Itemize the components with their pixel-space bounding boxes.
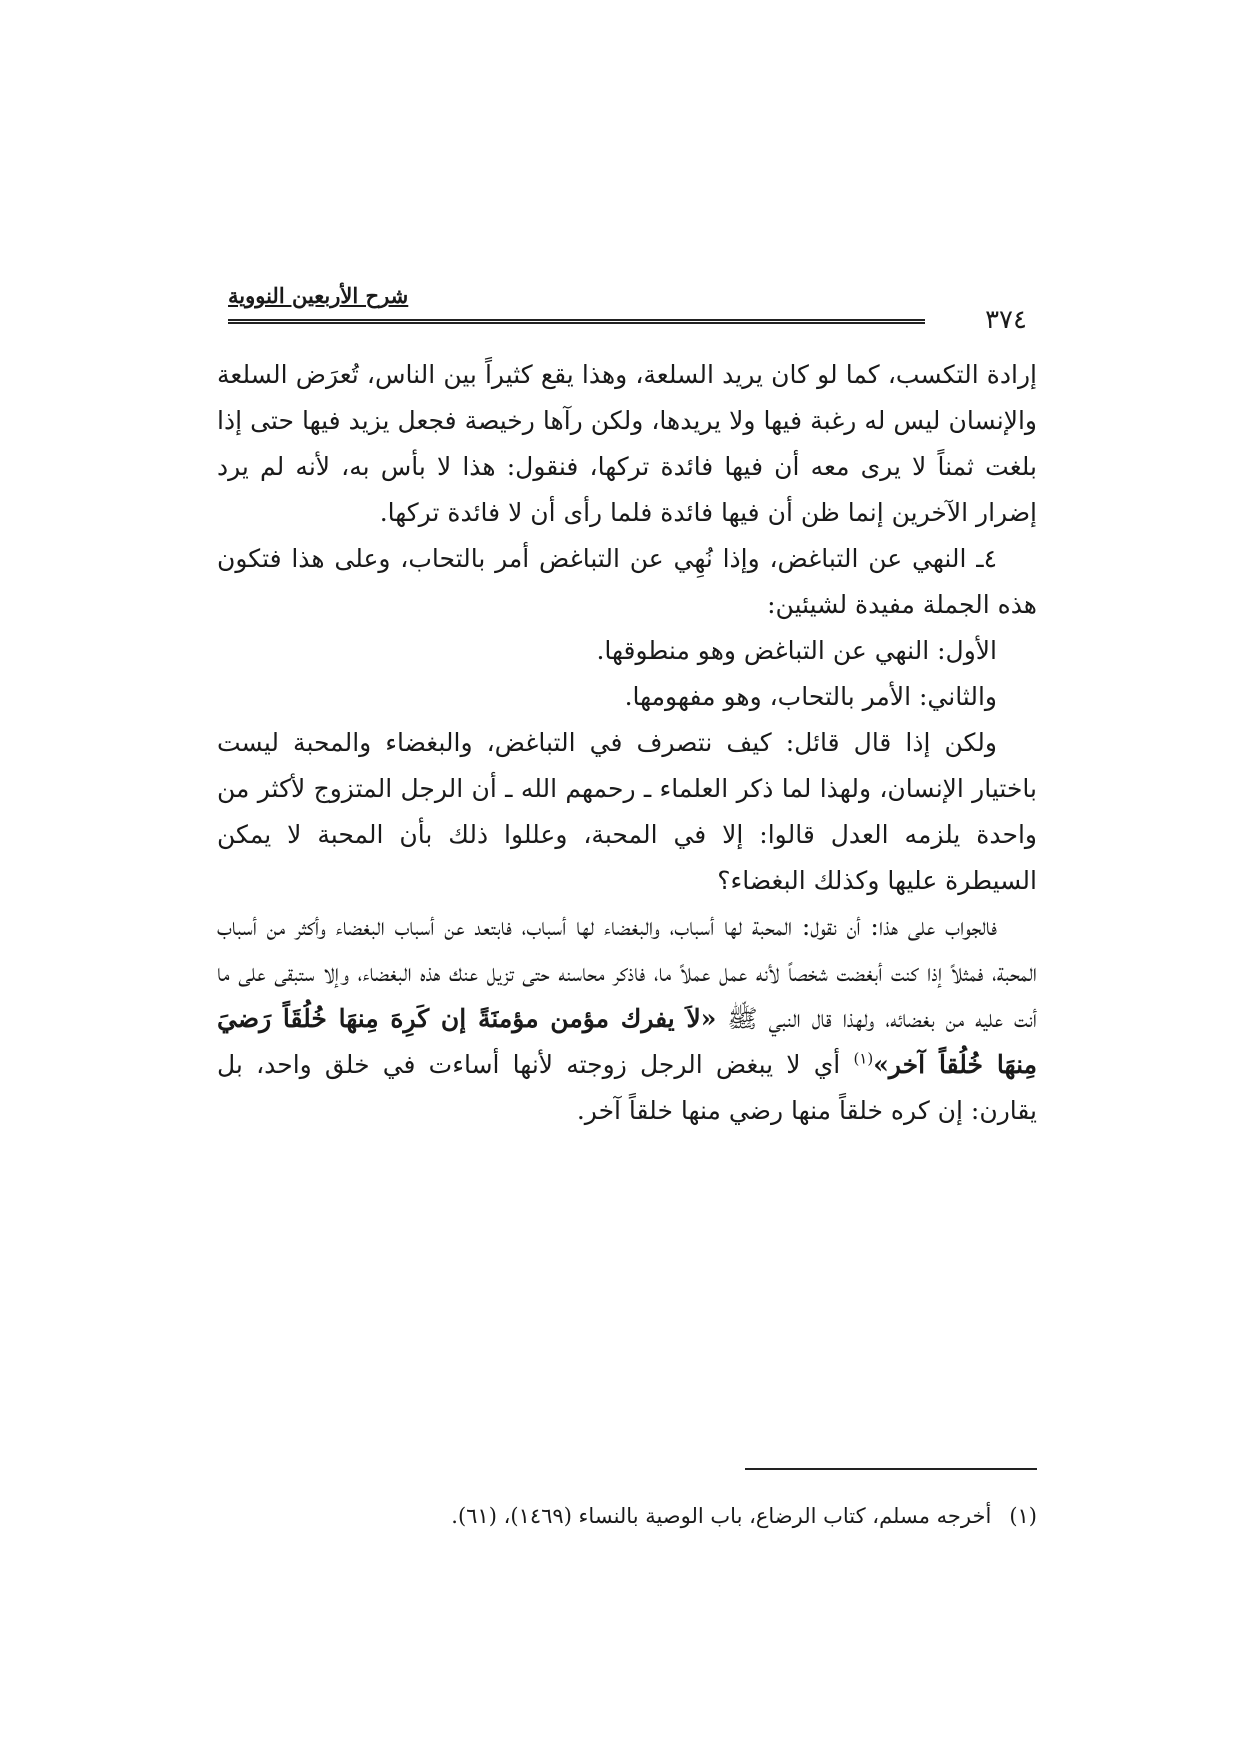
hadith-quote: «لاَ يفرك مؤمن مؤمنَةً إن كَرِهَ مِنهَا خُلُقَاً رَضيَ مِنهَا خُلُقاً آخر» xyxy=(217,1004,1038,1079)
footnote-text: أخرجه مسلم، كتاب الرضاع، باب الوصية بالنساء (١٤٦٩)، (٦١). xyxy=(451,1504,992,1528)
footnote-separator xyxy=(745,1468,1037,1470)
paragraph-6-intro: فالجواب على هذا: أن نقول: المحبة لها أسباب، والبغضاء لها أسباب، فابتعد عن أسباب البغضاء وأكثر من أسباب المحبة، فمثلاً إذا كنت أبغضت شخصاً لأنه عمل عملاً ما، فاذكر محاسنه حتى تزيل عنك هذه البغضاء، وإلا ستبقى على ما أنت عليه من بغضائه، ولهذا قال النبي ﷺ xyxy=(217,912,1037,1033)
paragraph-3: الأول: النهي عن التباغض وهو منطوقها. xyxy=(596,636,997,665)
page-number: ٣٧٤ xyxy=(979,305,1027,335)
footnote-marker: (١) xyxy=(853,1049,874,1068)
footnote xyxy=(217,1500,1037,1532)
paragraph-4: والثاني: الأمر بالتحاب، وهو مفهومها. xyxy=(624,682,997,711)
main-text xyxy=(217,352,1037,1134)
paragraph-6-rest: أي لا يبغض الرجل زوجته لأنها أساءت في خلق واحد، بل يقارن: إن كره خلقاً منها رضي منها خلقاً آخر. xyxy=(217,1050,1037,1125)
paragraph-6 xyxy=(217,904,1037,1134)
footnote-number: (١) xyxy=(1009,1504,1037,1528)
paragraph-1: إرادة التكسب، كما لو كان يريد السلعة، وهذا يقع كثيراً بين الناس، تُعرَض السلعة والإنسان ليس له رغبة فيها ولا يريدها، ولكن رآها رخيصة فجعل يزيد فيها حتى إذا بلغت ثمناً لا يرى معه أن فيها فائدة تركها، فنقول: هذا لا بأس به، لأنه لم يرد إضرار الآخرين إنما ظن أن فيها فائدة فلما رأى أن لا فائدة تركها. xyxy=(217,360,1037,527)
paragraph-5: ولكن إذا قال قائل: كيف نتصرف في التباغض، والبغضاء والمحبة ليست باختيار الإنسان، ولهذا لما ذكر العلماء ـ رحمهم الله ـ أن الرجل المتزوج لأكثر من واحدة يلزمه العدل قالوا: إلا في المحبة، وعللوا ذلك بأن المحبة لا يمكن السيطرة عليها وكذلك البغضاء؟ xyxy=(217,728,1037,895)
header-rule xyxy=(228,319,925,324)
paragraph-2: ٤ـ النهي عن التباغض، وإذا نُهِي عن التباغض أمر بالتحاب، وعلى هذا فتكون هذه الجملة مفيدة لشيئين: xyxy=(217,544,1037,619)
book-title: شرح الأربعين النووية xyxy=(228,283,409,308)
running-header xyxy=(220,283,1035,333)
